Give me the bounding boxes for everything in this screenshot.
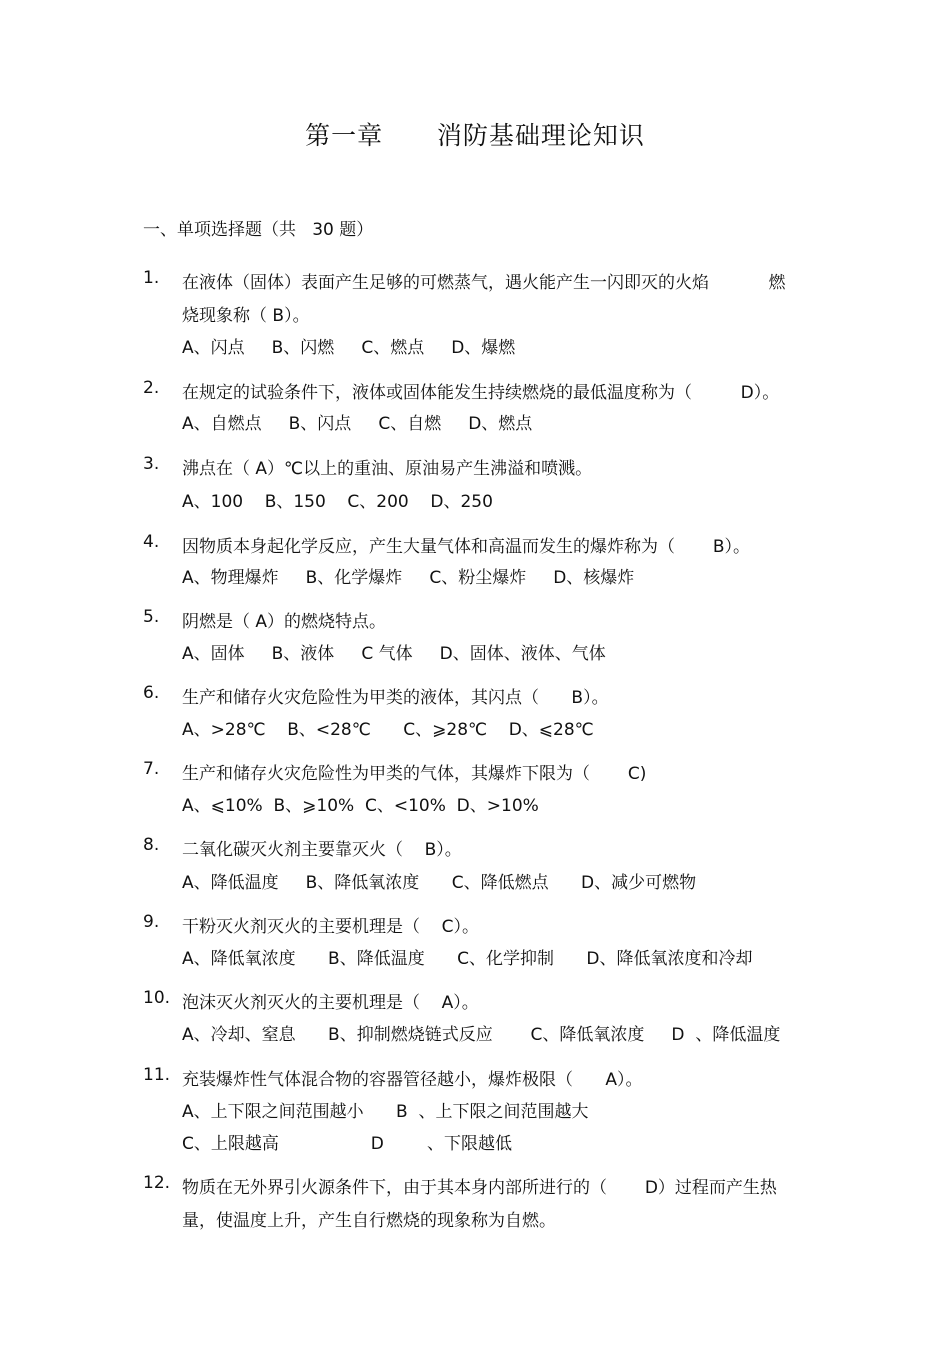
question-text: 在规定的试验条件下，液体或固体能发生持续燃烧的最低温度称为（ D）。 — [182, 383, 780, 403]
question-number: 12. — [143, 1173, 171, 1193]
question-text: 充装爆炸性气体混合物的容器管径越小，爆炸极限（ A）。 — [182, 1070, 643, 1090]
question-text: 泡沫灭火剂灭火的主要机理是（ A）。 — [182, 993, 479, 1013]
question-options: A、冷却、窒息 B、抑制燃烧链式反应 C、降低氧浓度 D 、降低温度 — [182, 1025, 781, 1045]
question-text: 阴燃是（ A）的燃烧特点。 — [182, 612, 387, 632]
chapter-title: 第一章 消防基础理论知识 — [305, 121, 645, 150]
question-number: 11. — [143, 1065, 171, 1085]
question-options: A、自燃点 B、闪点 C、自燃 D、燃点 — [182, 414, 533, 434]
question-text: 物质在无外界引火源条件下，由于其本身内部所进行的（ D）过程而产生热 — [182, 1178, 777, 1198]
question-text: 生产和储存火灾危险性为甲类的气体，其爆炸下限为（ C) — [182, 764, 647, 784]
question-options: A、降低氧浓度 B、降低温度 C、化学抑制 D、降低氧浓度和冷却 — [182, 949, 753, 969]
section-heading: 一、单项选择题（共 30 题） — [143, 220, 374, 240]
question-text: 因物质本身起化学反应，产生大量气体和高温而发生的爆炸称为（ B）。 — [182, 537, 750, 557]
question-text: 在液体（固体）表面产生足够的可燃蒸气，遇火能产生一闪即灭的火焰 燃 — [182, 273, 786, 293]
question-number: 9. — [143, 912, 160, 932]
question-options: A、>28℃ B、<28℃ C、⩾28℃ D、⩽28℃ — [182, 720, 594, 740]
question-options: A、闪点 B、闪燃 C、燃点 D、爆燃 — [182, 338, 516, 358]
question-number: 1. — [143, 268, 160, 288]
question-options: A、降低温度 B、降低氧浓度 C、降低燃点 D、减少可燃物 — [182, 873, 697, 893]
question-text: 生产和储存火灾危险性为甲类的液体，其闪点（ B）。 — [182, 688, 609, 708]
question-options: A、上下限之间范围越小 B 、上下限之间范围越大 — [182, 1102, 589, 1122]
question-options: C、上限越高 D 、下限越低 — [182, 1134, 513, 1154]
question-number: 5. — [143, 607, 160, 627]
question-number: 4. — [143, 532, 160, 552]
question-number: 6. — [143, 683, 160, 703]
question-number: 8. — [143, 835, 160, 855]
question-options: A、物理爆炸 B、化学爆炸 C、粉尘爆炸 D、核爆炸 — [182, 568, 635, 588]
question-text: 二氧化碳灭火剂主要靠灭火（ B）。 — [182, 840, 462, 860]
question-options: A、100 B、150 C、200 D、250 — [182, 492, 493, 512]
question-options: A、固体 B、液体 C 气体 D、固体、液体、气体 — [182, 644, 606, 664]
question-number: 7. — [143, 759, 160, 779]
question-options: A、⩽10% B、⩾10% C、<10% D、>10% — [182, 796, 539, 816]
question-text: 沸点在（ A）℃以上的重油、原油易产生沸溢和喷溅。 — [182, 459, 593, 479]
question-text: 烧现象称（ B）。 — [182, 306, 310, 326]
question-text: 干粉灭火剂灭火的主要机理是（ C）。 — [182, 917, 479, 937]
question-text: 量，使温度上升，产生自行燃烧的现象称为自燃。 — [182, 1211, 556, 1231]
question-number: 2. — [143, 378, 160, 398]
question-number: 3. — [143, 454, 160, 474]
question-number: 10. — [143, 988, 171, 1008]
